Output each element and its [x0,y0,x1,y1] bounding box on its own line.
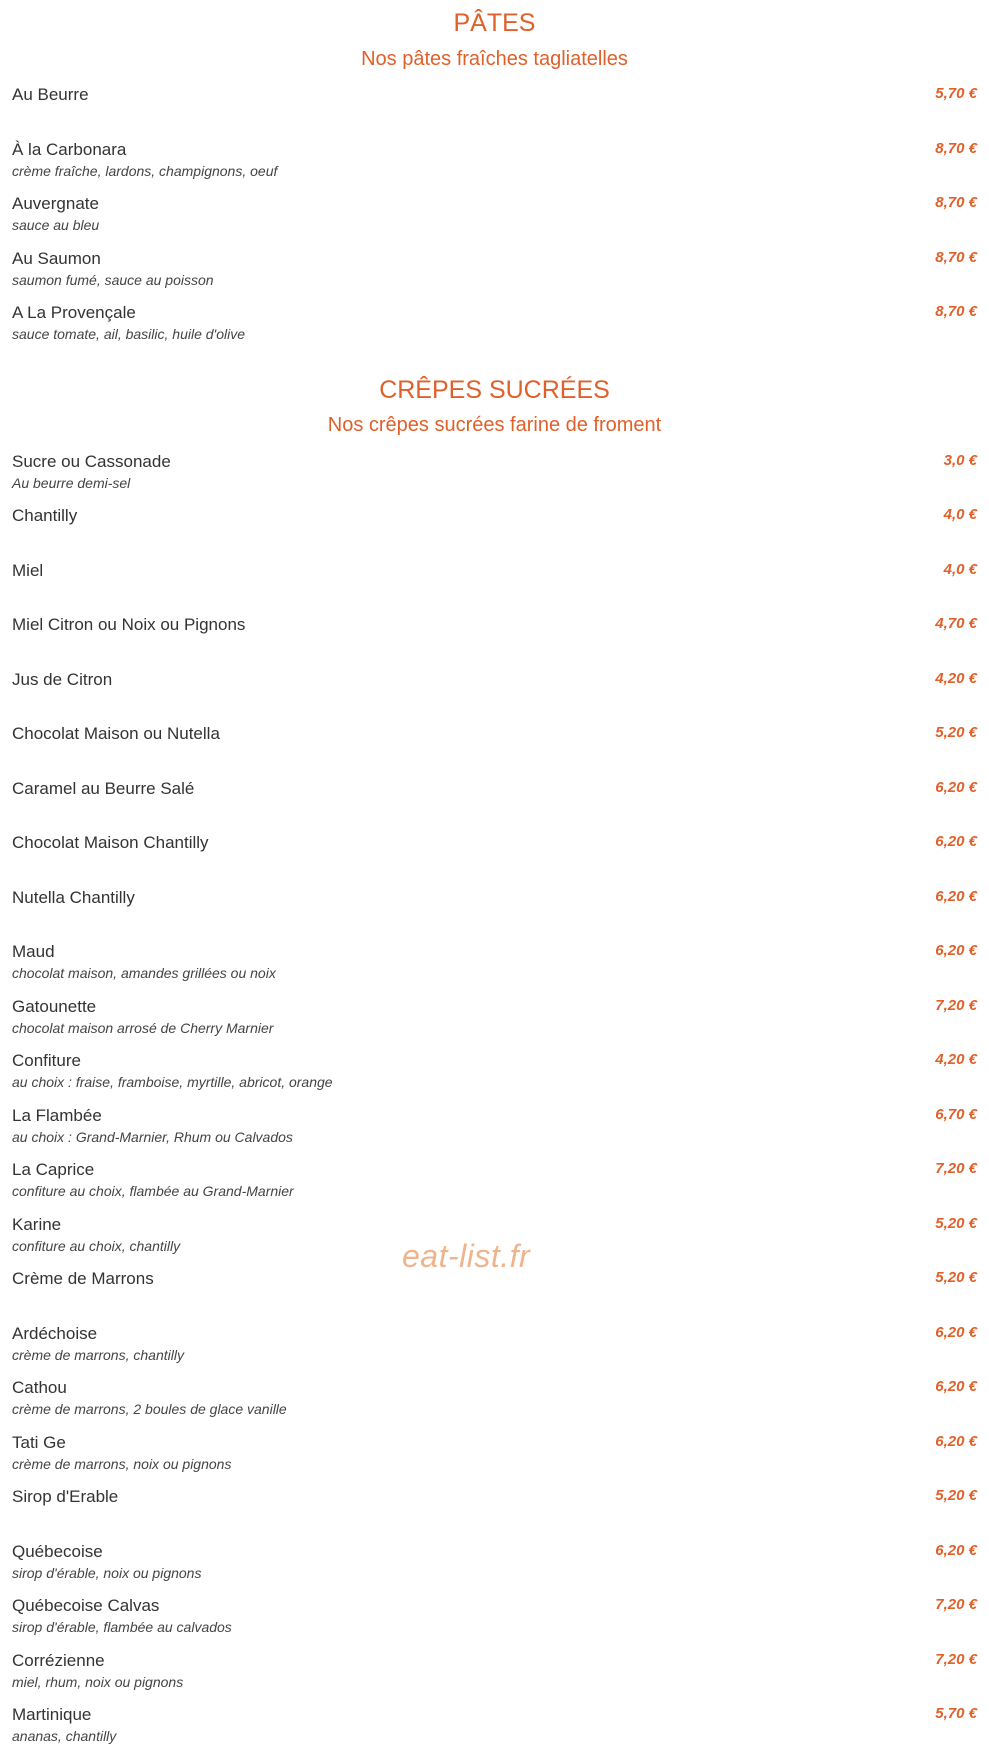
menu-item [0,1160,989,1214]
item-price: 6,20 € [935,833,977,850]
item-price: 7,20 € [935,1160,977,1177]
item-name: Québecoise [12,1542,103,1561]
item-name: Nutella Chantilly [12,888,135,907]
item-name: Crème de Marrons [12,1269,154,1288]
item-description: au choix : Grand-Marnier, Rhum ou Calvados [12,1129,293,1145]
item-name: Karine [12,1215,62,1234]
menu-item [0,1596,989,1650]
item-price: 4,20 € [935,670,977,687]
item-name: Confiture [12,1051,81,1070]
item-name: À la Carbonara [12,140,127,159]
item-price: 6,20 € [935,1378,977,1395]
item-description: confiture au choix, flambée au Grand-Marnier [12,1183,294,1199]
item-price: 3,0 € [943,452,977,469]
item-description: sirop d'érable, noix ou pignons [12,1565,202,1581]
item-name: Au Saumon [12,249,101,268]
item-price: 5,20 € [935,1215,977,1232]
item-price: 8,70 € [935,249,977,266]
menu-item [0,670,989,724]
item-name: Sirop d'Erable [12,1487,119,1506]
item-price: 6,20 € [935,1542,977,1559]
item-name: A La Provençale [12,303,136,322]
item-price: 8,70 € [935,303,977,320]
item-description: au choix : fraise, framboise, myrtille, abricot, orange [12,1074,333,1090]
menu-item [0,1324,989,1378]
item-description: sauce au bleu [12,217,100,233]
item-price: 6,20 € [935,1433,977,1450]
item-name: Chocolat Maison ou Nutella [12,724,220,743]
item-name: Miel Citron ou Noix ou Pignons [12,615,246,634]
menu-item [0,997,989,1051]
section-subtitle-crepes-sucrees: Nos crêpes sucrées farine de froment [327,414,662,436]
menu-item [0,1433,989,1487]
menu-item [0,303,989,357]
menu-item [0,506,989,560]
menu-item [0,615,989,669]
menu-item [0,249,989,303]
section-title-pates: PÂTES [453,9,536,37]
item-name: Au Beurre [12,85,89,104]
item-price: 8,70 € [935,194,977,211]
item-description: Au beurre demi-sel [12,475,131,491]
item-price: 5,20 € [935,1269,977,1286]
menu-item [0,452,989,506]
item-price: 7,20 € [935,997,977,1014]
item-description: crème de marrons, chantilly [12,1347,184,1363]
menu-item [0,1542,989,1596]
item-description: crème de marrons, 2 boules de glace vanille [12,1401,287,1417]
item-name: Maud [12,942,55,961]
item-price: 6,20 € [935,1324,977,1341]
item-price: 7,20 € [935,1596,977,1613]
item-price: 6,70 € [935,1106,977,1123]
menu-item [0,1651,989,1705]
item-name: La Flambée [12,1106,102,1125]
item-name: Québecoise Calvas [12,1596,160,1615]
item-description: confiture au choix, chantilly [12,1238,181,1254]
menu-item [0,724,989,778]
item-name: La Caprice [12,1160,95,1179]
menu-item [0,1705,989,1759]
menu-item [0,561,989,615]
item-price: 7,20 € [935,1651,977,1668]
menu-item [0,833,989,887]
item-price: 8,70 € [935,140,977,157]
section-title-crepes-sucrees: CRÊPES SUCRÉES [379,376,610,404]
item-description: saumon fumé, sauce au poisson [12,272,214,288]
item-price: 4,20 € [935,1051,977,1068]
item-price: 6,20 € [935,779,977,796]
item-description: crème fraîche, lardons, champignons, oeuf [12,163,278,179]
item-description: miel, rhum, noix ou pignons [12,1674,184,1690]
item-name: Martinique [12,1705,92,1724]
item-price: 6,20 € [935,888,977,905]
item-description: sirop d'érable, flambée au calvados [12,1619,232,1635]
item-price: 4,70 € [935,615,977,632]
item-name: Tati Ge [12,1433,66,1452]
item-name: Chantilly [12,506,78,525]
menu-item [0,888,989,942]
item-name: Ardéchoise [12,1324,98,1343]
item-price: 5,20 € [935,1487,977,1504]
menu-item [0,85,989,139]
item-name: Chocolat Maison Chantilly [12,833,209,852]
item-price: 5,70 € [935,85,977,102]
menu-item [0,942,989,996]
item-name: Miel [12,561,44,580]
item-name: Cathou [12,1378,67,1397]
item-description: chocolat maison, amandes grillées ou noix [12,965,276,981]
item-price: 4,0 € [943,506,977,523]
watermark: eat-list.fr [402,1238,531,1274]
item-name: Auvergnate [12,194,99,213]
menu-item [0,140,989,194]
item-name: Sucre ou Cassonade [12,452,171,471]
item-price: 5,70 € [935,1705,977,1722]
menu-item [0,779,989,833]
menu-item [0,1106,989,1160]
section-subtitle-pates: Nos pâtes fraîches tagliatelles [361,48,628,70]
menu-item [0,1378,989,1432]
menu-item [0,1487,989,1541]
item-description: ananas, chantilly [12,1728,117,1744]
item-description: chocolat maison arrosé de Cherry Marnier [12,1020,274,1036]
item-description: crème de marrons, noix ou pignons [12,1456,232,1472]
item-name: Caramel au Beurre Salé [12,779,195,798]
item-name: Jus de Citron [12,670,113,689]
item-name: Gatounette [12,997,97,1016]
item-price: 4,0 € [943,561,977,578]
item-price: 5,20 € [935,724,977,741]
menu-item [0,1051,989,1105]
item-price: 6,20 € [935,942,977,959]
item-name: Corrézienne [12,1651,105,1670]
menu-item [0,1269,989,1323]
menu-item [0,194,989,248]
item-description: sauce tomate, ail, basilic, huile d'olive [12,326,246,342]
